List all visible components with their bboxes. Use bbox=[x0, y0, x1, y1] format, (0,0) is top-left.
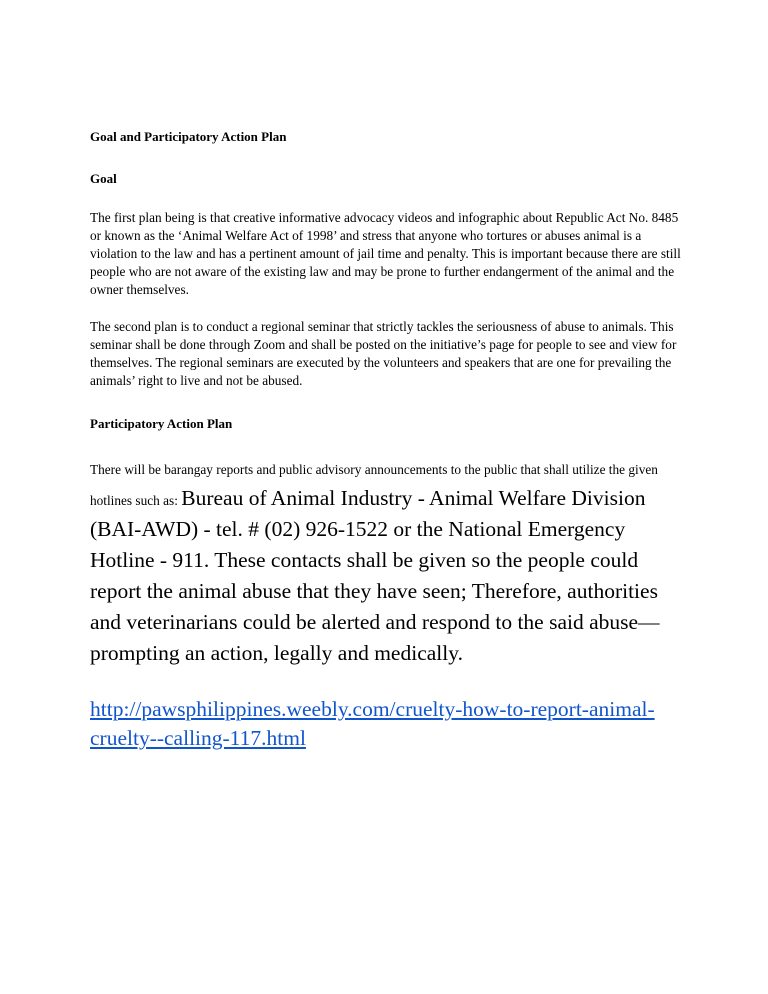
document-title: Goal and Participatory Action Plan bbox=[90, 129, 287, 144]
action-plan-intro: There will be barangay reports and public advisory announcements to the public that shall utilize the given hotlines such as: bbox=[90, 462, 658, 508]
goal-paragraph-1: The first plan being is that creative informative advocacy videos and infographic about Republic Act No. 8485 or known as the ‘Animal Welfare Act of 1998’ and stress that anyone who tortures or abuses animal is a violation to the law and has a pertinent amount of jail time and penalty. This is important because there are still people who are not aware of the existing law and may be prone to further endangerment of the animal and the owner themselves. bbox=[90, 210, 681, 297]
action-plan-heading: Participatory Action Plan bbox=[90, 416, 233, 431]
paws-report-link[interactable]: http://pawsphilippines.weebly.com/cruelty-how-to-report-animal-cruelty--calling-117.html bbox=[90, 697, 655, 750]
document-page bbox=[90, 128, 686, 753]
goal-heading: Goal bbox=[90, 171, 117, 186]
action-plan-paragraph bbox=[90, 455, 686, 670]
goal-paragraph-2: The second plan is to conduct a regional seminar that strictly tackles the seriousness of abuse to animals. This seminar shall be done through Zoom and shall be posted on the initiative’s page for people to see and view for themselves. The regional seminars are executed by the volunteers and speakers that are one for prevailing the animals’ right to live and not be abused. bbox=[90, 319, 677, 388]
action-plan-hotlines: Bureau of Animal Industry - Animal Welfare Division (BAI-AWD) - tel. # (02) 926-1522 or the National Emergency Hotline - 911. These contacts shall be given so the people could report the animal abuse that they have seen; Therefore, authorities and veterinarians could be alerted and respond to the said abuse—prompting an action, legally and medically. bbox=[90, 486, 660, 665]
